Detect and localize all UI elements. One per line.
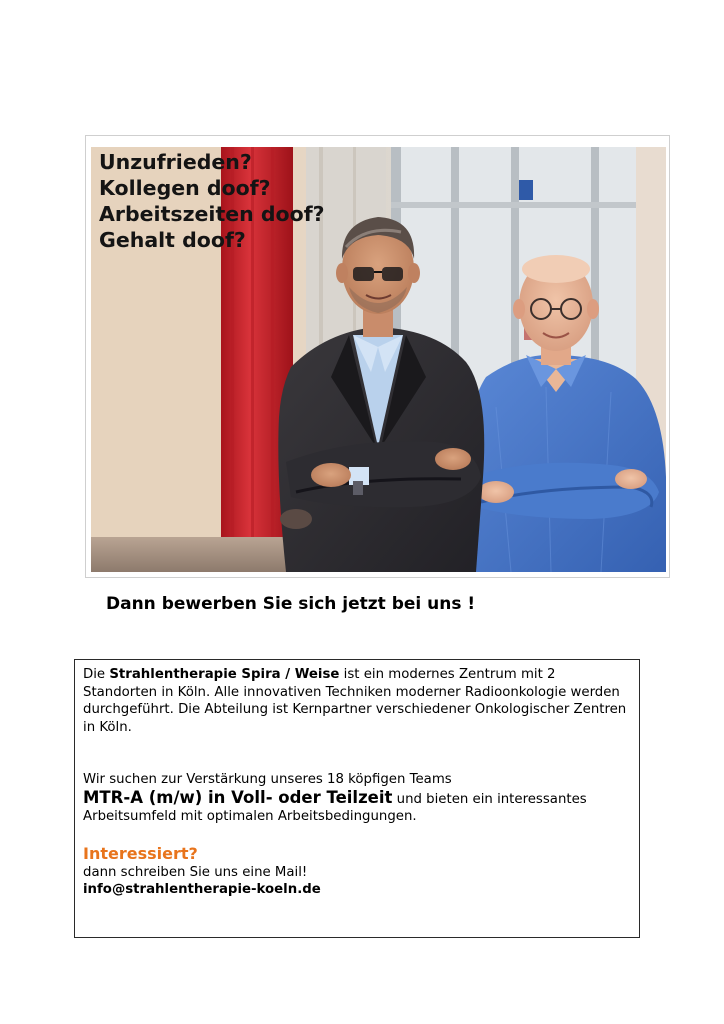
job-ad-text-box [74, 659, 640, 938]
email-link[interactable]: info@strahlentherapie-koeln.de [83, 882, 321, 897]
headline [99, 149, 325, 253]
practice-description [83, 666, 631, 736]
headline-line-1: Unzufrieden? [99, 150, 252, 174]
mail-prompt: dann schreiben Sie uns eine Mail! [83, 864, 308, 880]
job-offer-rest: und bieten ein interessantes Arbeitsumfeld mit optimalen Arbeitsbedingungen. [83, 791, 587, 824]
description-rest: ist ein modernes Zentrum mit 2 Standorten in Köln. Alle innovativen Techniken moderner Radioonkologie werden durchgeführt. Die Abteilung ist Kernpartner verschiedener Onkologischer Zentren in Köln. [83, 667, 627, 735]
interest-heading: Interessiert? [83, 843, 198, 863]
hero-photo [91, 147, 666, 572]
team-intro: Wir suchen zur Verstärkung unseres 18 köpfigen Teams [83, 772, 452, 787]
hero-photo-frame [85, 135, 670, 578]
call-to-action-text: Dann bewerben Sie sich jetzt bei uns ! [106, 594, 476, 614]
headline-line-3: Arbeitszeiten doof? [99, 202, 325, 226]
headline-line-2: Kollegen doof? [99, 176, 271, 200]
practice-name: Strahlentherapie Spira / Weise [109, 667, 340, 682]
job-title: MTR-A (m/w) in Voll- oder Teilzeit [83, 787, 393, 807]
headline-line-4: Gehalt doof? [99, 228, 246, 252]
description-prefix: Die [83, 667, 110, 682]
job-offer [83, 789, 631, 826]
